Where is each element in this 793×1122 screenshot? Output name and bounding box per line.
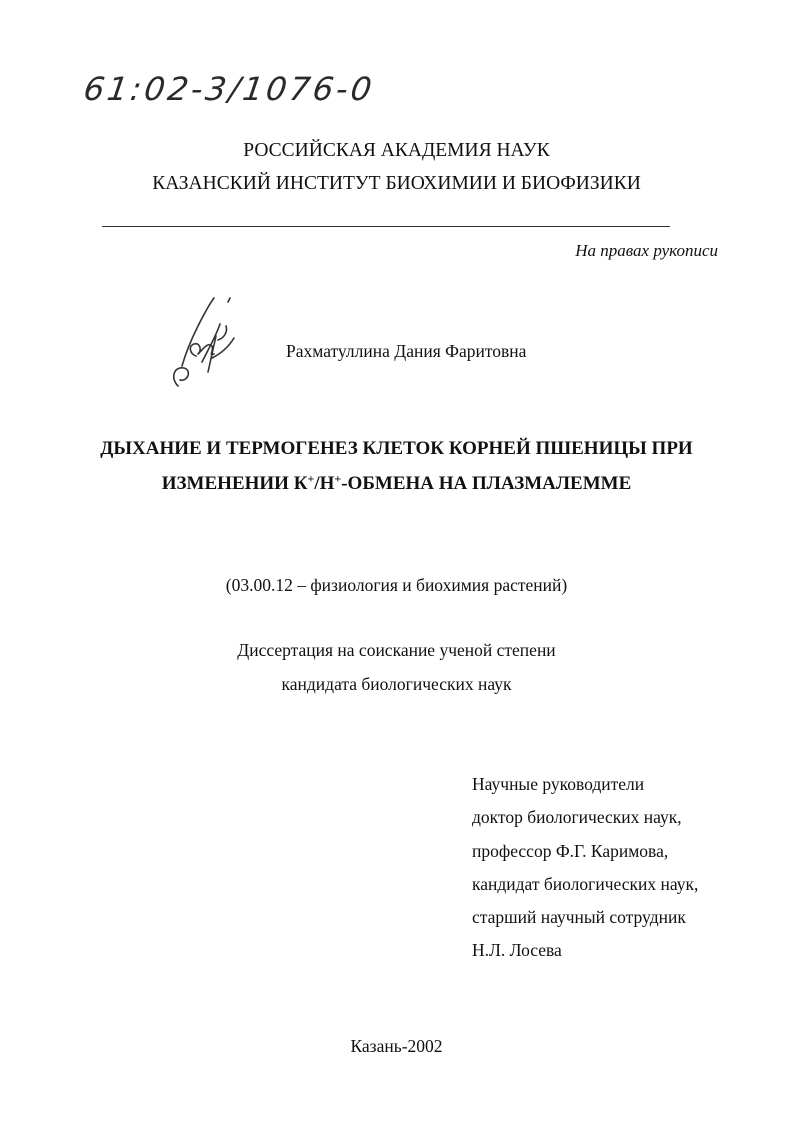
author-name: Рахматуллина Дания Фаритовна (286, 341, 527, 361)
title-line-2-part-3: -ОБМЕНА НА ПЛАЗМАЛЕММЕ (341, 473, 632, 494)
supervisors-line: Научные руководители (472, 774, 645, 794)
title-line-1: ДЫХАНИЕ И ТЕРМОГЕНЕЗ КЛЕТОК КОРНЕЙ ПШЕНИЦЫ ПРИ (100, 438, 693, 459)
dissertation-line-2: кандидата биологических наук (281, 674, 512, 694)
supervisors-line: доктор биологических наук, (472, 807, 682, 827)
supervisors-line: Н.Л. Лосева (472, 940, 562, 960)
title-line-2 (0, 473, 793, 495)
title-superscript-1: + (307, 471, 315, 486)
handwritten-signature (168, 296, 240, 392)
institution-line-2: КАЗАНСКИЙ ИНСТИТУТ БИОХИМИИ И БИОФИЗИКИ (152, 173, 641, 194)
dissertation-line-1: Диссертация на соискание ученой степени (237, 640, 556, 660)
supervisors-line: кандидат биологических наук, (472, 874, 699, 894)
title-line-2-part-2: /Н (314, 473, 335, 494)
title-superscript-2: + (334, 471, 342, 486)
supervisors-line: профессор Ф.Г. Каримова, (472, 841, 669, 861)
handwritten-catalog-number: 61:02-3/1076-0 (81, 70, 377, 108)
title-line-2-part-1: ИЗМЕНЕНИИ К (161, 473, 308, 494)
supervisors-line: старший научный сотрудник (472, 907, 686, 927)
city-year: Казань-2002 (350, 1036, 443, 1056)
institution-line-1: РОССИЙСКАЯ АКАДЕМИЯ НАУК (243, 140, 550, 161)
rights-note: На правах рукописи (575, 241, 718, 260)
specialty-code: (03.00.12 – физиология и биохимия растений) (225, 575, 568, 595)
header-divider (102, 226, 670, 227)
